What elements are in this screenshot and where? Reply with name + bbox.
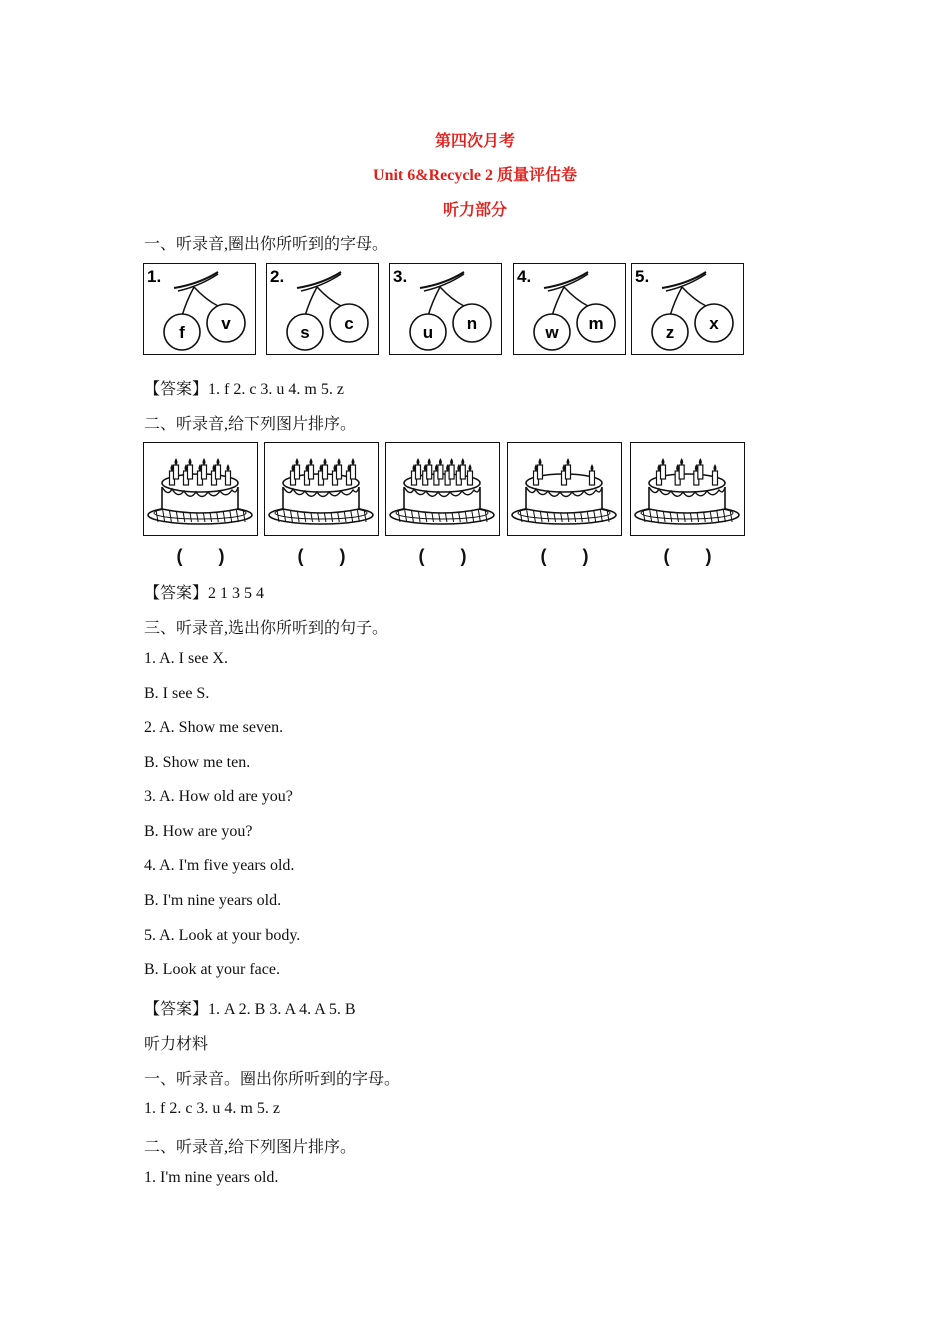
candle [202, 458, 207, 479]
section2-answer: 【答案】2 1 3 5 4 [144, 585, 265, 602]
cake-box [143, 442, 258, 536]
cherry-letter: s [300, 323, 310, 342]
cake-box [385, 442, 500, 536]
cherry-letter: n [466, 314, 478, 333]
candle [295, 458, 300, 479]
item-number: 2. [270, 267, 285, 286]
birthday-cake-icon [265, 443, 377, 534]
section2-heading: 二、听录音,给下列图片排序。 [144, 416, 357, 433]
candle [538, 458, 543, 479]
option-line: 5. A. Look at your body. [144, 927, 301, 944]
candle [309, 458, 314, 479]
section3-answer: 【答案】1. A 2. B 3. A 4. A 5. B [144, 1001, 356, 1018]
cherry-letter: c [344, 314, 354, 333]
option-line: B. I see S. [144, 685, 210, 702]
cherry-pictures [143, 263, 755, 357]
cherry-letter: u [422, 323, 434, 342]
candle [698, 458, 703, 479]
section3-heading: 三、听录音,选出你所听到的句子。 [144, 620, 389, 637]
option-line: 3. A. How old are you? [144, 788, 293, 805]
candle [337, 458, 342, 479]
cherry-icon [390, 264, 500, 353]
answer-parentheses: ( ) [418, 546, 467, 566]
option-line: 2. A. Show me seven. [144, 719, 284, 736]
answer-parentheses: ( ) [176, 546, 225, 566]
answer-parentheses: ( ) [297, 546, 346, 566]
materials-s2-heading: 二、听录音,给下列图片排序。 [144, 1139, 357, 1156]
materials-s2-line1: 1. I'm nine years old. [144, 1169, 279, 1186]
answer-parentheses: ( ) [663, 546, 712, 566]
candle [216, 458, 221, 479]
cake-box [264, 442, 379, 536]
materials-s1-text: 1. f 2. c 3. u 4. m 5. z [144, 1100, 280, 1117]
option-line: B. Show me ten. [144, 754, 251, 771]
cherry-box [389, 263, 502, 355]
cake-pictures [143, 442, 749, 567]
candle [438, 458, 443, 479]
birthday-cake-icon [508, 443, 620, 534]
item-number: 1. [147, 267, 162, 286]
candle [427, 458, 432, 479]
cherry-letter: m [588, 314, 604, 333]
exam-title: 第四次月考 [434, 133, 515, 150]
candle [713, 464, 718, 485]
option-line: 1. A. I see X. [144, 650, 228, 667]
candle [679, 458, 684, 479]
exam-subtitle: Unit 6&Recycle 2 质量评估卷 [373, 167, 577, 184]
option-line: B. I'm nine years old. [144, 892, 282, 909]
materials-heading: 听力材料 [144, 1036, 209, 1053]
section1-answer: 【答案】1. f 2. c 3. u 4. m 5. z [144, 381, 344, 398]
cherry-box [513, 263, 626, 355]
candle [460, 458, 465, 479]
birthday-cake-icon [631, 443, 743, 534]
candle [449, 458, 454, 479]
birthday-cake-icon [144, 443, 256, 534]
cake-box [507, 442, 622, 536]
option-line: B. How are you? [144, 823, 253, 840]
item-number: 4. [517, 267, 532, 286]
cherry-letter: w [545, 323, 559, 342]
section1-heading: 一、听录音,圈出你所听到的字母。 [144, 236, 389, 253]
candle [174, 458, 179, 479]
cherry-icon [632, 264, 742, 353]
candle [416, 458, 421, 479]
cherry-box [143, 263, 256, 355]
cherry-letter: x [709, 314, 719, 333]
section-title: 听力部分 [442, 202, 507, 219]
candle [590, 464, 595, 485]
candle [351, 458, 356, 479]
option-line: B. Look at your face. [144, 961, 280, 978]
candle [188, 458, 193, 479]
candle [661, 458, 666, 479]
cherry-box [266, 263, 379, 355]
cherry-box [631, 263, 744, 355]
birthday-cake-icon [386, 443, 498, 534]
candle [468, 464, 473, 485]
cherry-icon [144, 264, 254, 353]
candle [226, 464, 231, 485]
candle [323, 458, 328, 479]
materials-s1-heading: 一、听录音。圈出你所听到的字母。 [144, 1071, 401, 1088]
cherry-letter: v [221, 314, 231, 333]
cherry-icon [514, 264, 624, 353]
option-line: 4. A. I'm five years old. [144, 857, 295, 874]
cake-box [630, 442, 745, 536]
cherry-letter: z [665, 323, 675, 342]
cherry-icon [267, 264, 377, 353]
candle [566, 458, 571, 479]
cherry-letter: f [179, 323, 185, 342]
item-number: 3. [393, 267, 408, 286]
answer-parentheses: ( ) [540, 546, 589, 566]
item-number: 5. [635, 267, 650, 286]
